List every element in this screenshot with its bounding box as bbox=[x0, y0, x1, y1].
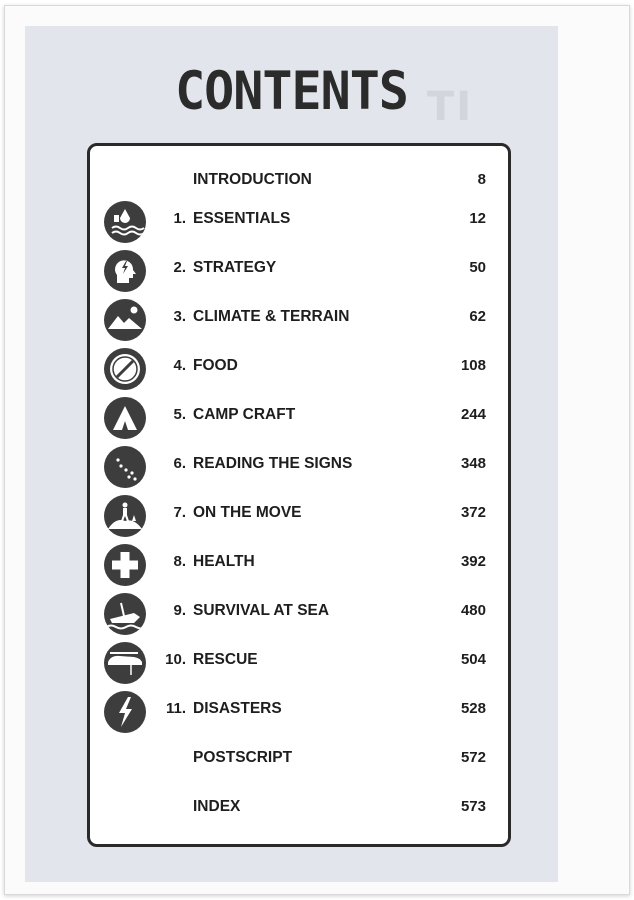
toc-number: 8. bbox=[173, 553, 186, 570]
toc-label: INDEX bbox=[193, 798, 241, 815]
toc-number: 5. bbox=[173, 406, 186, 423]
toc-page-number: 12 bbox=[469, 210, 486, 227]
toc-entry-survival-at-sea[interactable] bbox=[90, 593, 508, 633]
document-frame bbox=[4, 5, 630, 895]
contents-box bbox=[87, 143, 511, 847]
toc-label: DISASTERS bbox=[193, 700, 282, 717]
toc-entry-health[interactable] bbox=[90, 544, 508, 584]
toc-label: STRATEGY bbox=[193, 259, 277, 276]
toc-entry-strategy[interactable] bbox=[90, 250, 508, 290]
toc-entry-food[interactable] bbox=[90, 348, 508, 388]
toc-label: CAMP CRAFT bbox=[193, 406, 296, 423]
toc-page-number: 348 bbox=[460, 455, 486, 472]
toc-number: 11. bbox=[165, 700, 186, 717]
toc-entry-disasters[interactable] bbox=[90, 691, 508, 731]
lightning-icon bbox=[104, 691, 146, 733]
toc-page-number: 244 bbox=[460, 406, 486, 423]
toc-label: READING THE SIGNS bbox=[193, 455, 353, 472]
toc-number: 3. bbox=[173, 308, 186, 325]
book-page bbox=[25, 26, 558, 882]
toc-page-number: 528 bbox=[460, 700, 486, 717]
toc-number: 4. bbox=[173, 357, 186, 374]
toc-page-number: 504 bbox=[460, 651, 486, 668]
toc-entry-reading-the-signs[interactable] bbox=[90, 446, 508, 486]
head-strategy-icon bbox=[104, 250, 146, 292]
toc-number: 6. bbox=[173, 455, 186, 472]
page-title: CONTENTS bbox=[175, 60, 408, 122]
toc-entry-camp-craft[interactable] bbox=[90, 397, 508, 437]
helicopter-icon bbox=[104, 642, 146, 684]
toc-label: POSTSCRIPT bbox=[193, 749, 293, 766]
toc-number: 2. bbox=[173, 259, 186, 276]
toc-number: 1. bbox=[173, 210, 186, 227]
hiker-icon bbox=[104, 495, 146, 537]
toc-label: CLIMATE & TERRAIN bbox=[193, 308, 350, 325]
toc-label: HEALTH bbox=[193, 553, 255, 570]
water-essentials-icon bbox=[104, 201, 146, 243]
toc-number: 9. bbox=[173, 602, 186, 619]
toc-page-number: 108 bbox=[460, 357, 486, 374]
bleed-through-text: TI bbox=[427, 84, 474, 130]
toc-entry-on-the-move[interactable] bbox=[90, 495, 508, 535]
toc-page-number: 372 bbox=[460, 504, 486, 521]
toc-label: RESCUE bbox=[193, 651, 258, 668]
toc-page-number: 62 bbox=[469, 308, 486, 325]
toc-number: 7. bbox=[173, 504, 186, 521]
stars-icon bbox=[104, 446, 146, 488]
toc-label: INTRODUCTION bbox=[193, 171, 312, 188]
toc-entry-introduction[interactable] bbox=[90, 162, 508, 202]
toc-label: ESSENTIALS bbox=[193, 210, 291, 227]
food-utensil-icon bbox=[104, 348, 146, 390]
toc-page-number: 572 bbox=[460, 749, 486, 766]
toc-label: ON THE MOVE bbox=[193, 504, 302, 521]
toc-entry-postscript[interactable] bbox=[90, 740, 508, 780]
toc-entry-climate-terrain[interactable] bbox=[90, 299, 508, 339]
toc-page-number: 573 bbox=[460, 798, 486, 815]
toc-label: FOOD bbox=[193, 357, 238, 374]
boat-icon bbox=[104, 593, 146, 635]
toc-entry-rescue[interactable] bbox=[90, 642, 508, 682]
mountain-terrain-icon bbox=[104, 299, 146, 341]
medical-cross-icon bbox=[104, 544, 146, 586]
toc-entry-essentials[interactable] bbox=[90, 201, 508, 241]
toc-page-number: 480 bbox=[460, 602, 486, 619]
toc-label: SURVIVAL AT SEA bbox=[193, 602, 330, 619]
toc-page-number: 8 bbox=[477, 171, 486, 188]
toc-page-number: 50 bbox=[469, 259, 486, 276]
toc-number: 10. bbox=[165, 651, 186, 668]
tent-icon bbox=[104, 397, 146, 439]
toc-entry-index[interactable] bbox=[90, 789, 508, 829]
toc-page-number: 392 bbox=[460, 553, 486, 570]
